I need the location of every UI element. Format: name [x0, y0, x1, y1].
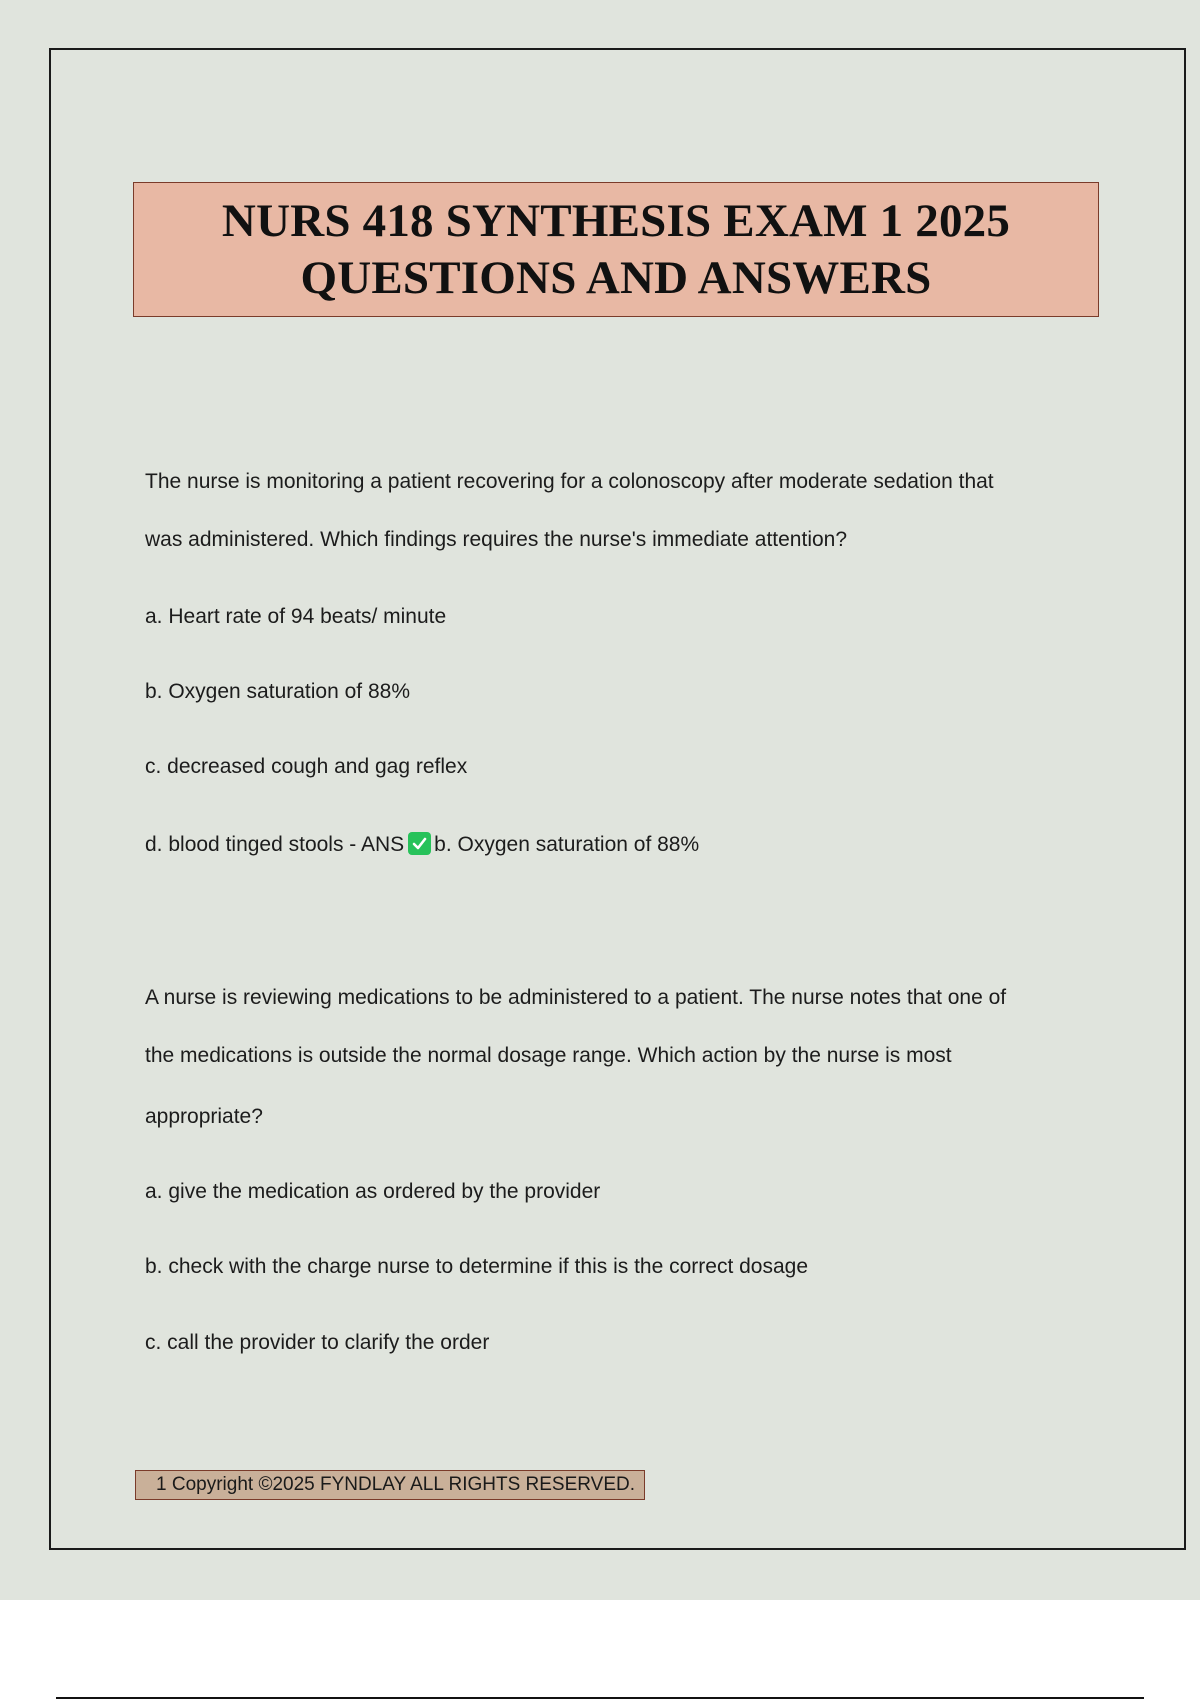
question-1-stem-line-1: The nurse is monitoring a patient recovering for a colonoscopy after moderate sedation that: [145, 470, 994, 493]
question-2-option-c: c. call the provider to clarify the order: [145, 1331, 490, 1354]
question-1-option-d: d. blood tinged stools - ANS: [145, 833, 405, 856]
question-2-stem-line-3: appropriate?: [145, 1105, 263, 1128]
question-1-stem-line-2: was administered. Which findings requires the nurse's immediate attention?: [145, 528, 848, 551]
question-1-option-a: a. Heart rate of 94 beats/ minute: [145, 605, 447, 628]
question-1-option-b: b. Oxygen saturation of 88%: [145, 680, 410, 703]
title-line-1: NURS 418 SYNTHESIS EXAM 1 2025: [221, 194, 1011, 247]
question-2-option-a: a. give the medication as ordered by the provider: [145, 1180, 601, 1203]
copyright-footer: 1 Copyright ©2025 FYNDLAY ALL RIGHTS RESERVED.: [135, 1470, 645, 1500]
title-banner: [133, 182, 1099, 317]
question-2-stem-line-2: the medications is outside the normal dosage range. Which action by the nurse is most: [145, 1044, 952, 1067]
question-2-option-b: b. check with the charge nurse to determine if this is the correct dosage: [145, 1255, 809, 1278]
question-1-option-c: c. decreased cough and gag reflex: [145, 755, 468, 778]
check-mark-icon: [408, 832, 431, 855]
question-1-option-d-with-answer: [145, 832, 699, 858]
title-line-2: QUESTIONS AND ANSWERS: [300, 251, 932, 304]
question-2-stem-line-1: A nurse is reviewing medications to be administered to a patient. The nurse notes that one of: [145, 986, 1007, 1009]
question-1-answer: b. Oxygen saturation of 88%: [434, 833, 700, 856]
bottom-divider: [56, 1697, 1144, 1699]
